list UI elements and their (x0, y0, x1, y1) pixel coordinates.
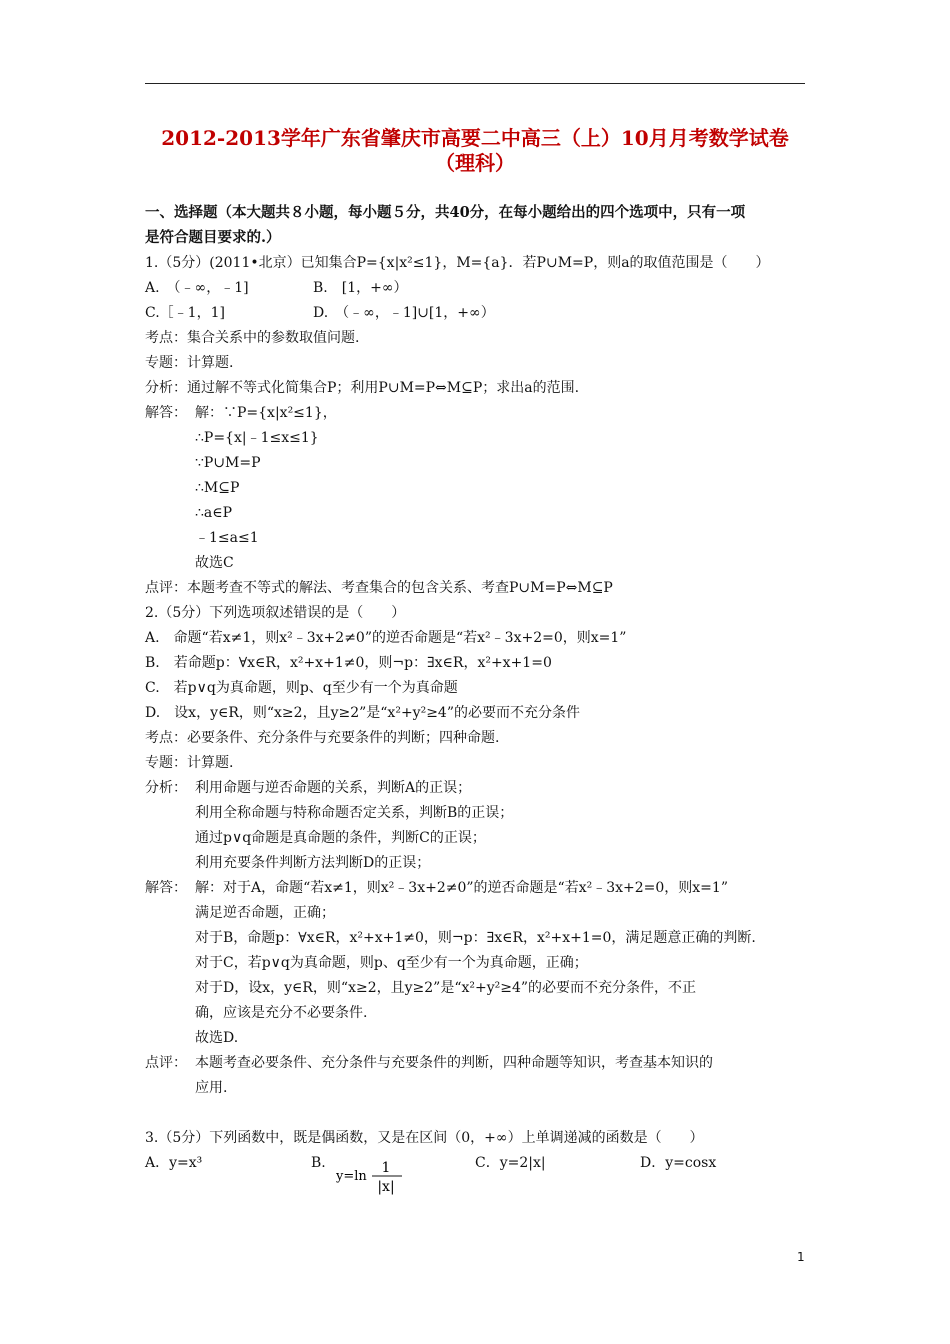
q1-solution-line: ∴a∈P (195, 505, 233, 521)
q2-option-d: D. 设x，y∈R，则“x≥2，且y≥2”是“x²+y²≥4”的必要而不充分条件 (145, 705, 580, 721)
q1-option-b: B. [1，+∞） (313, 280, 408, 296)
q2-solution-line: 确，应该是充分不必要条件. (195, 1005, 368, 1021)
q1-solution-line: ∵P∪M=P (195, 455, 261, 471)
q2-option-b: B. 若命题p：∀x∈R，x²+x+1≠0，则¬p：∃x∈R，x²+x+1=0 (145, 655, 552, 671)
q1-option-d: D. （﹣∞，﹣1]∪[1，+∞） (313, 305, 495, 321)
q1-stem: 1.（5分）(2011•北京）已知集合P={x|x²≤1}，M={a}．若P∪M=P，则a的取值范围是（ ） (145, 255, 770, 271)
q2-solution-line: 解：对于A，命题“若x≠1，则x²﹣3x+2≠0”的逆否命题是“若x²﹣3x+2=0，则x=1” (195, 880, 728, 896)
q3-stem: 3.（5分）下列函数中，既是偶函数，又是在区间（0，+∞）上单调递减的函数是（ ） (145, 1130, 704, 1146)
page-title-line1: 2012-2013学年广东省肇庆市高要二中高三（上）10月月考数学试卷 (161, 126, 789, 150)
q2-analysis-line: 利用命题与逆否命题的关系，判断A的正误； (195, 780, 472, 796)
page-title-line2: （理科） (435, 151, 515, 175)
q2-solution-line: 对于D，设x，y∈R，则“x≥2，且y≥2”是“x²+y²≥4”的必要而不充分条件，不正 (195, 980, 697, 996)
q3-option-b-lhs: y=ln (336, 1169, 367, 1184)
q2-solution-line: 满足逆否命题，正确； (195, 905, 335, 921)
q2-comment-line: 应用. (195, 1080, 228, 1096)
q1-option-a: A. （﹣∞，﹣1] (145, 280, 249, 296)
q2-analysis-line: 利用充要条件判断方法判断D的正误； (195, 855, 431, 871)
q3-option-c: C．y=2|x| (475, 1155, 546, 1171)
q1-solution-line: ﹣1≤a≤1 (195, 530, 259, 546)
section-heading-line1: 一、选择题（本大题共８小题，每小题５分，共40分，在每小题给出的四个选项中，只有一项 (145, 204, 746, 221)
q2-dianping-label: 点评： (145, 1055, 187, 1071)
q3-option-b: B. (311, 1155, 326, 1171)
q1-solution-line: 解：∵P={x|x²≤1}， (195, 405, 337, 421)
q2-kaodian: 考点：必要条件、充分条件与充要条件的判断；四种命题. (145, 730, 500, 746)
q1-zhuanti: 专题：计算题. (145, 355, 234, 371)
q2-jieda-label: 解答： (145, 880, 187, 896)
q2-analysis-line: 利用全称命题与特称命题否定关系，判断B的正误； (195, 805, 514, 821)
q3-option-d: D．y=cosx (640, 1155, 717, 1171)
q1-dianping: 点评：本题考查不等式的解法、考查集合的包含关系、考查P∪M=P⇔M⊆P (145, 580, 613, 596)
q3-option-b-formula (336, 1155, 416, 1195)
q1-solution-line: 故选C (195, 555, 234, 571)
q3-option-b-numerator: 1 (381, 1160, 391, 1176)
q2-stem: 2.（5分）下列选项叙述错误的是（ ） (145, 605, 406, 621)
q2-comment-line: 本题考查必要条件、充分条件与充要条件的判断，四种命题等知识，考查基本知识的 (195, 1055, 713, 1071)
q1-solution-line: ∴M⊆P (195, 480, 240, 496)
q2-option-a: A. 命题“若x≠1，则x²﹣3x+2≠0”的逆否命题是“若x²﹣3x+2=0，则x=1” (145, 630, 627, 646)
q2-analysis-line: 通过p∨q命题是真命题的条件，判断C的正误； (195, 830, 486, 846)
q1-kaodian: 考点：集合关系中的参数取值问题. (145, 330, 360, 346)
q3-option-b-denominator: |x| (377, 1179, 395, 1195)
q1-fenxi: 分析：通过解不等式化简集合P；利用P∪M=P⇔M⊆P；求出a的范围. (145, 380, 580, 396)
q2-fenxi-label: 分析： (145, 780, 187, 796)
q2-solution-line: 对于C，若p∨q为真命题，则p、q至少有一个为真命题，正确； (195, 955, 588, 971)
q2-solution-line: 对于B，命题p：∀x∈R，x²+x+1≠0，则¬p：∃x∈R，x²+x+1=0，满足题意正确的判断. (195, 930, 756, 946)
q2-solution-line: 故选D. (195, 1030, 239, 1046)
q2-zhuanti: 专题：计算题. (145, 755, 234, 771)
section-heading-line2: 是符合题目要求的.） (145, 229, 281, 246)
q2-option-c: C. 若p∨q为真命题，则p、q至少有一个为真命题 (145, 680, 458, 696)
q1-jieda-label: 解答： (145, 405, 187, 421)
header-rule (145, 83, 805, 84)
q3-option-a: A．y=x³ (145, 1155, 203, 1171)
q1-option-c: C.［﹣1，1] (145, 305, 225, 321)
page-number: 1 (797, 1250, 805, 1264)
q1-solution-line: ∴P={x|﹣1≤x≤1} (195, 430, 319, 446)
